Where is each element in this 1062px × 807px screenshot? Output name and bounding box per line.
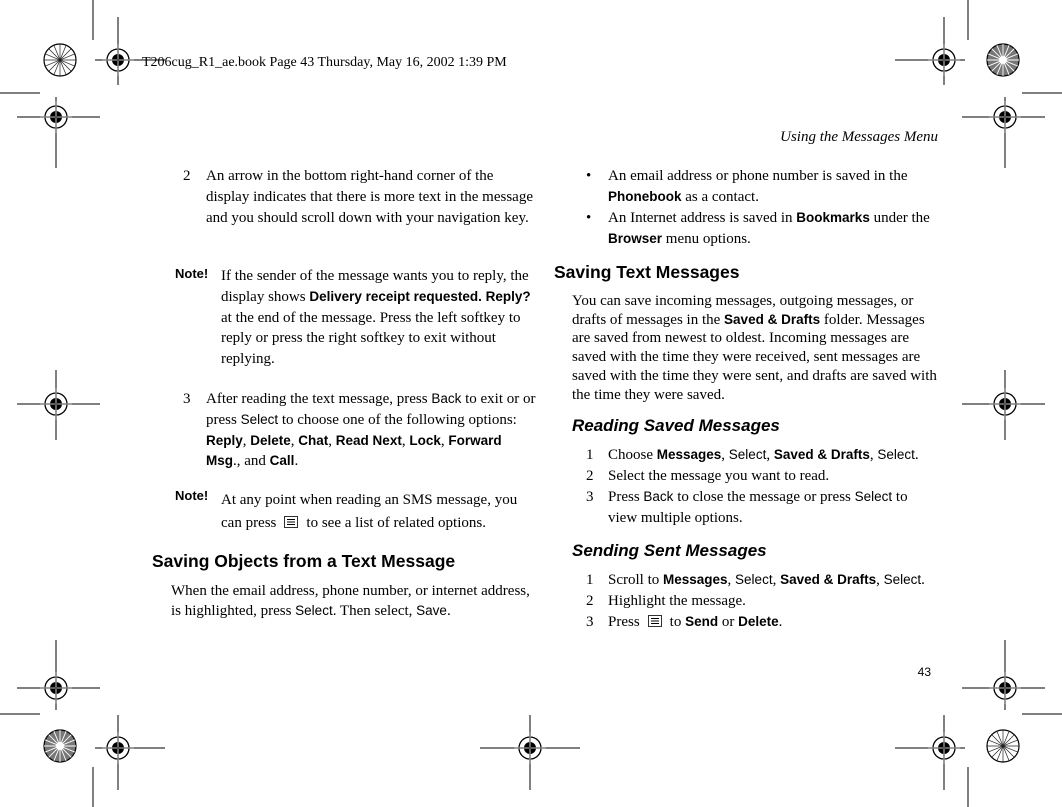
messages-term: Messages <box>663 572 728 587</box>
send-option: Send <box>685 614 719 629</box>
step-text: An arrow in the bottom right-hand corner of the display indicates that there is more text in the message and you should scroll down with your navigation key. <box>206 168 533 226</box>
page-number: 43 <box>917 665 931 679</box>
step-text: Choose Messages, Select, Saved & Drafts, Select. <box>608 447 919 463</box>
section-heading: Saving Objects from a Text Message <box>152 551 456 571</box>
messages-term: Messages <box>656 447 722 462</box>
step-text: Scroll to Messages, Select, Saved & Drafts, Select. <box>608 572 925 588</box>
step-text: Select the message you want to read. <box>608 468 830 484</box>
step-number: 1 <box>586 572 594 588</box>
key-select: Select <box>295 603 333 618</box>
step-number: 1 <box>586 447 594 463</box>
key-select: Select <box>877 447 915 462</box>
key-select: Select <box>728 447 767 462</box>
option-lock: Lock <box>409 432 441 448</box>
key-select: Select <box>240 411 279 427</box>
menu-key-icon <box>648 615 662 627</box>
phonebook-term: Phonebook <box>608 188 682 204</box>
body-paragraph: When the email address, phone number, or internet address, is highlighted, press Select. Then select, Save. <box>171 583 530 619</box>
key-back: Back <box>431 391 462 406</box>
key-select: Select <box>854 489 893 504</box>
bullet-text: An Internet address is saved in Bookmarks under the Browser menu options. <box>608 210 930 247</box>
menu-key-icon <box>284 516 298 528</box>
key-save: Save <box>416 603 447 618</box>
step-number: 3 <box>183 391 191 407</box>
display-prompt: Delivery receipt requested. Reply? <box>309 288 531 304</box>
option-forward: Forward Msg <box>206 432 502 469</box>
option-read-next: Read Next <box>335 432 402 448</box>
step-number: 2 <box>586 593 594 609</box>
bullet: • <box>586 168 592 184</box>
running-header: Using the Messages Menu <box>780 129 938 145</box>
option-chat: Chat <box>298 432 329 448</box>
subsection-heading: Sending Sent Messages <box>572 541 767 560</box>
step-text: Press Back to close the message or press Select to view multiple options. <box>608 489 908 526</box>
section-heading: Saving Text Messages <box>554 262 740 282</box>
step-text: Press to Send or Delete. <box>608 614 783 630</box>
note-text: At any point when reading an SMS message, you can press to see a list of related options. <box>221 492 518 531</box>
step-text: Highlight the message. <box>608 593 746 609</box>
key-back: Back <box>643 489 674 504</box>
delete-option: Delete <box>738 614 779 629</box>
bullet: • <box>586 210 592 226</box>
note-label: Note! <box>175 266 209 281</box>
subsection-heading: Reading Saved Messages <box>572 416 780 435</box>
slug-line: T206cug_R1_ae.book Page 43 Thursday, May 16, 2002 1:39 PM <box>142 55 507 70</box>
step-text: After reading the text message, press Back to exit or or press Select to choose one of the following options: Reply, Delete, Chat, Read Next, Lock, Forward Msg., and Call. <box>206 391 536 470</box>
note-text: If the sender of the message wants you to reply, the display shows Delivery receipt requested. Reply? at the end of the message. Press the left softkey to reply or press the right softkey to exit without replying. <box>221 268 531 368</box>
option-call: Call <box>269 453 295 469</box>
step-number: 2 <box>586 468 594 484</box>
browser-term: Browser <box>608 230 663 246</box>
step-number: 2 <box>183 168 191 184</box>
folder-term: Saved & Drafts <box>780 572 877 587</box>
folder-term: Saved & Drafts <box>724 311 821 327</box>
step-number: 3 <box>586 489 594 505</box>
key-select: Select <box>735 572 773 587</box>
step-number: 3 <box>586 614 594 630</box>
body-paragraph: You can save incoming messages, outgoing messages, or drafts of messages in the Saved & Drafts folder. Messages are saved from newest to oldest. Incoming messages are saved with the time they were received, sent messages are saved with the time they were sent, and drafts are saved with the time they were saved. <box>572 293 937 403</box>
note-label: Note! <box>175 488 209 503</box>
key-select: Select <box>883 572 922 587</box>
bullet-text: An email address or phone number is saved in the Phonebook as a contact. <box>608 168 908 205</box>
folder-term: Saved & Drafts <box>773 447 870 462</box>
option-delete: Delete <box>250 432 291 448</box>
option-reply: Reply <box>206 432 243 448</box>
bookmarks-term: Bookmarks <box>796 210 870 225</box>
